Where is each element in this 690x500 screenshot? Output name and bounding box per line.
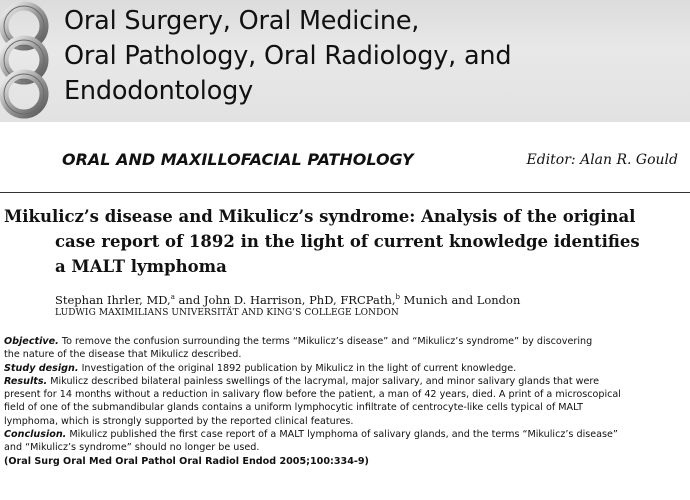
divider <box>0 192 690 193</box>
author-list <box>55 290 520 308</box>
abstract-line <box>4 375 688 388</box>
abstract-line: lymphoma, which is strongly supported by the reported clinical features. <box>4 415 354 427</box>
affiliation-marker: b <box>395 293 401 301</box>
journal-title <box>64 4 511 109</box>
abstract-line <box>4 428 688 441</box>
section-name: ORAL AND MAXILLOFACIAL PATHOLOGY <box>62 150 414 169</box>
abstract-heading: Conclusion. <box>4 429 67 441</box>
section-header <box>0 148 690 174</box>
citation: (Oral Surg Oral Med Oral Pathol Oral Radiol Endod 2005;100:334-9) <box>4 455 369 467</box>
affiliation: LUDWIG MAXIMILIANS UNIVERSITÄT AND KING’S COLLEGE LONDON <box>55 308 399 318</box>
abstract-text: Mikulicz published the first case report of a MALT lymphoma of salivary glands, and the terms “Mikulicz’s disease” <box>66 429 618 441</box>
abstract-heading: Objective. <box>4 336 59 347</box>
author-name: and John D. Harrison, PhD, FRCPath, <box>174 293 396 307</box>
abstract-line: field of one of the submandibular glands contains a uniform lymphocytic infiltrate of centrocyte-like cells typical of MALT <box>4 402 583 414</box>
ring-binder-logo-icon <box>0 0 56 122</box>
journal-title-line: Oral Pathology, Oral Radiology, and <box>64 41 512 71</box>
abstract-text: To remove the confusion surrounding the terms “Mikulicz’s disease” and “Mikulicz’s syndrome” by discovering <box>58 336 593 347</box>
abstract-line: present for 14 months without a reduction in salivary flow before the patient, a man of 42 years, died. A print of a microscopical <box>4 389 621 401</box>
author-name: Stephan Ihrler, MD, <box>55 293 171 307</box>
abstract-heading: Study design. <box>4 362 79 374</box>
abstract-line: the nature of the disease that Mikulicz described. <box>4 349 242 361</box>
affiliation-marker: a <box>170 293 175 301</box>
abstract-line: and “Mikulicz’s syndrome” should no longer be used. <box>4 442 260 454</box>
journal-title-line: Oral Surgery, Oral Medicine, <box>64 6 420 36</box>
section-editor: Editor: Alan R. Gould <box>526 152 678 168</box>
journal-title-line: Endodontology <box>64 76 253 106</box>
author-location: Munich and London <box>400 293 521 307</box>
abstract-heading: Results. <box>4 375 48 387</box>
journal-banner <box>0 0 690 122</box>
abstract-text: Mikulicz described bilateral painless swellings of the lacrymal, major salivary, and minor salivary glands that were <box>47 375 600 387</box>
abstract <box>4 335 688 468</box>
article-title <box>4 204 688 279</box>
abstract-text: Investigation of the original 1892 publication by Mikulicz in the light of current knowledge. <box>78 362 517 374</box>
article-title-line: a MALT lymphoma <box>55 257 227 276</box>
abstract-line <box>4 335 688 348</box>
article-title-line: case report of 1892 in the light of current knowledge identifies <box>55 232 640 251</box>
abstract-line <box>4 362 688 375</box>
article-title-line: Mikulicz’s disease and Mikulicz’s syndrome: Analysis of the original <box>4 207 636 226</box>
